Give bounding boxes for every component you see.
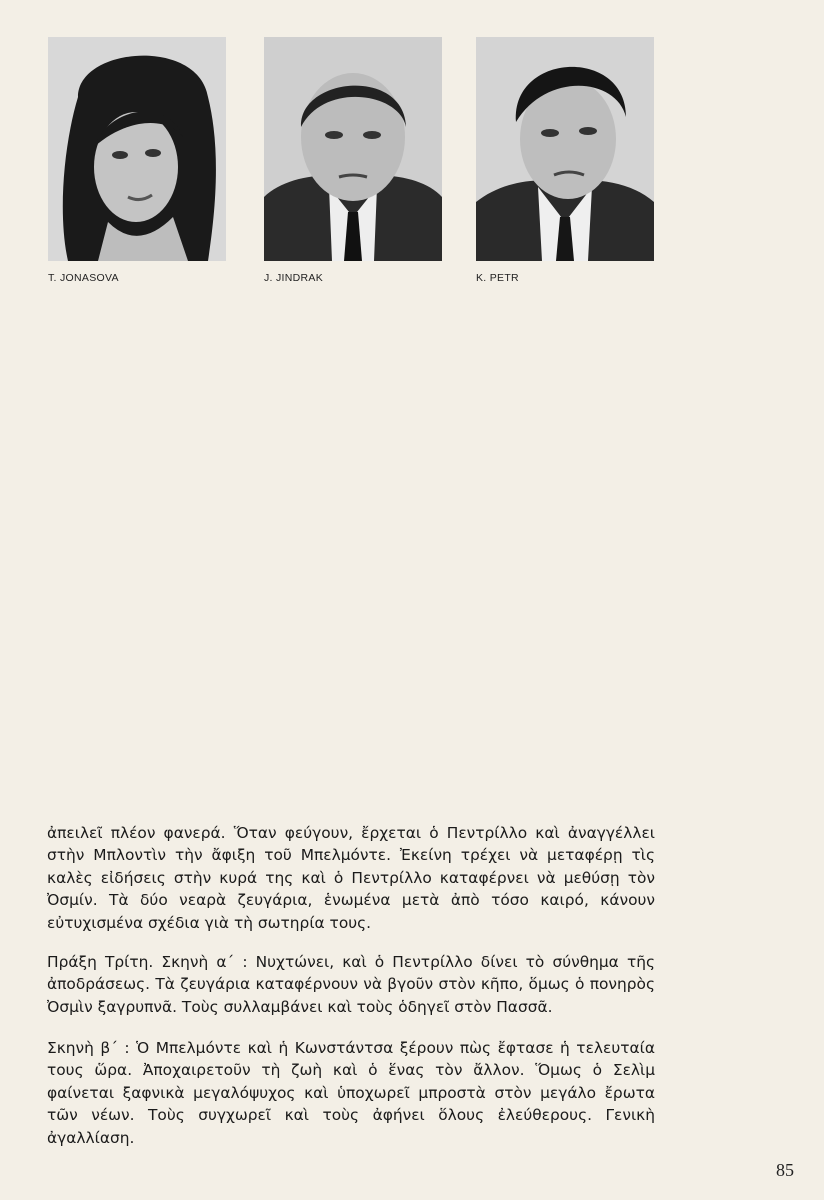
paragraph-text: ἀπειλεῖ πλέον φανερά. Ὅταν φεύγουν, ἔρχεται ὁ Πεντρίλλο καὶ ἀναγγέλλει στὴν Μπλοντὶν τὴν ἄφιξη τοῦ Μπελμόντε. Ἐκείνη τρέχει νὰ μεταφέρῃ τὶς καλὲς εἰδήσεις στὴν κυρά της καὶ ὁ Πεντρίλλο καταφέρνει νὰ μεθύσῃ τὸν Ὀσμίν. Τὰ δύο νεαρὰ ζευγάρια, ἑνωμένα μετὰ ἀπὸ τόσο καιρό, κάνουν εὐτυχισμένα σχέδια γιὰ τὴ σωτηρία τους. [47, 824, 655, 932]
paragraph-text: Σκηνὴ β΄ : Ὁ Μπελμόντε καὶ ἡ Κωνστάντσα ξέρουν πὼς ἔφτασε ἡ τελευταία τους ὥρα. Ἀποχαιρετοῦν τὴ ζωὴ καὶ ὁ ἕνας τὸν ἄλλον. Ὅμως ὁ Σελὶμ φαίνεται ξαφνικὰ μεγαλόψυχος καὶ ὑποχωρεῖ μπροστὰ στὸν μεγάλο ἔρωτα τῶν νέων. Τοὺς συγχωρεῖ καὶ τοὺς ἀφήνει ὅλους ἐλεύθερους. Γενικὴ ἀγαλλίαση. [47, 1039, 655, 1147]
portrait-caption: J. JINDRAK [264, 272, 324, 284]
portrait-caption: T. JONASOVA [48, 272, 119, 284]
act-three-scene-one [47, 951, 655, 1018]
act-three-scene-two [47, 1037, 655, 1149]
portrait-photo-jonasova [48, 37, 226, 261]
portrait-image [476, 37, 654, 261]
portrait-photo-jindrak [264, 37, 442, 261]
portrait-photo-petr [476, 37, 654, 261]
portrait-image [48, 37, 226, 261]
synopsis-paragraph [47, 822, 655, 934]
portrait-image [264, 37, 442, 261]
paragraph-text: Πράξη Τρίτη. Σκηνὴ α΄ : Νυχτώνει, καὶ ὁ Πεντρίλλο δίνει τὸ σύνθημα τῆς ἀποδράσεως. Τὰ ζευγάρια καταφέρνουν νὰ βγοῦν στὸν κῆπο, ὅμως ὁ πονηρὸς Ὀσμὶν ξαγρυπνᾶ. Τοὺς συλλαμβάνει καὶ τοὺς ὁδηγεῖ στὸν Πασσᾶ. [47, 953, 655, 1016]
portrait-caption: K. PETR [476, 272, 519, 284]
page-number: 85 [776, 1160, 794, 1180]
